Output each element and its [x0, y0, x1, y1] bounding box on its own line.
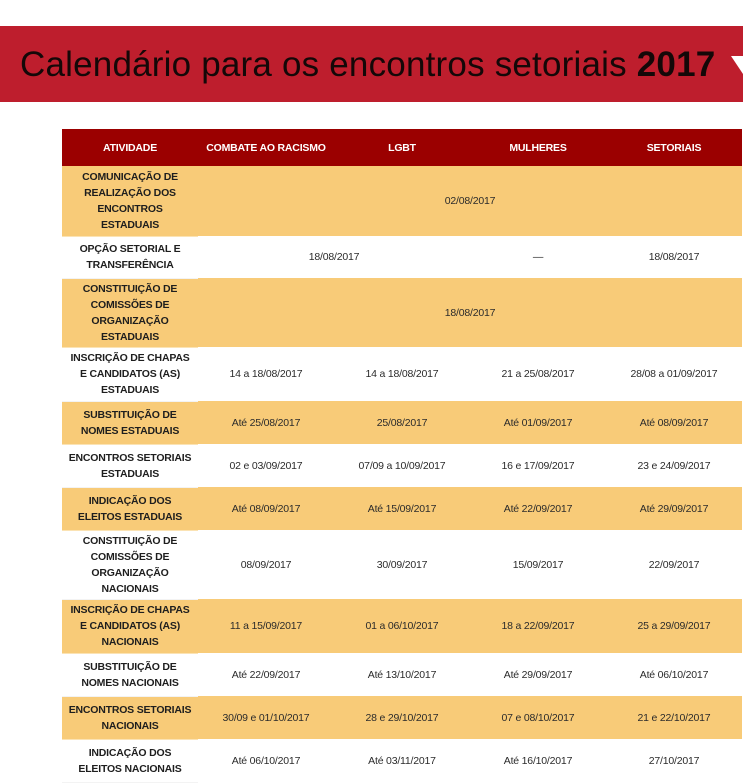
- table-row: [62, 166, 742, 236]
- date-cell-combate: 14 a 18/08/2017: [198, 347, 334, 401]
- date-cell-lgbt: Até 15/09/2017: [334, 487, 470, 530]
- date-cell-combate: 30/09 e 01/10/2017: [198, 696, 334, 739]
- date-cell-setoriais: 27/10/2017: [606, 739, 742, 782]
- activity-cell: INDICAÇÃO DOS ELEITOS ESTADUAIS: [62, 487, 198, 530]
- date-cell-mulheres: 16 e 17/09/2017: [470, 444, 606, 487]
- activity-cell: COMUNICAÇÃO DE REALIZAÇÃO DOS ENCONTROS ESTADUAIS: [62, 166, 198, 236]
- date-cell-lgbt: Até 13/10/2017: [334, 653, 470, 696]
- date-cell-setoriais: Até 29/09/2017: [606, 487, 742, 530]
- date-cell-lgbt: 28 e 29/10/2017: [334, 696, 470, 739]
- date-cell-combate: 08/09/2017: [198, 530, 334, 599]
- date-cell-setoriais: 25 a 29/09/2017: [606, 599, 742, 653]
- activity-cell: ENCONTROS SETORIAIS ESTADUAIS: [62, 444, 198, 487]
- table-row: [62, 653, 742, 696]
- date-cell-mulheres: Até 29/09/2017: [470, 653, 606, 696]
- activity-cell: INSCRIÇÃO DE CHAPAS E CANDIDATOS (AS) ESTADUAIS: [62, 347, 198, 401]
- table-row: [62, 236, 742, 278]
- date-cell-mulheres: 07 e 08/10/2017: [470, 696, 606, 739]
- date-cell-combate: Até 22/09/2017: [198, 653, 334, 696]
- date-cell-combate-lgbt: 18/08/2017: [198, 236, 470, 278]
- activity-cell: CONSTITUIÇÃO DE COMISSÕES DE ORGANIZAÇÃO ESTADUAIS: [62, 278, 198, 347]
- date-cell-mulheres: 21 a 25/08/2017: [470, 347, 606, 401]
- date-cell-lgbt: 25/08/2017: [334, 401, 470, 444]
- calendar-table-container: [62, 129, 742, 783]
- table-body: [62, 166, 742, 782]
- date-cell-lgbt: 14 a 18/08/2017: [334, 347, 470, 401]
- column-header-lgbt: LGBT: [334, 129, 470, 166]
- date-cell-all: 18/08/2017: [198, 278, 742, 347]
- date-cell-lgbt: 07/09 a 10/09/2017: [334, 444, 470, 487]
- table-row: [62, 444, 742, 487]
- activity-cell: SUBSTITUIÇÃO DE NOMES NACIONAIS: [62, 653, 198, 696]
- activity-cell: ENCONTROS SETORIAIS NACIONAIS: [62, 696, 198, 739]
- activity-cell: INDICAÇÃO DOS ELEITOS NACIONAIS: [62, 739, 198, 782]
- page-title-text: Calendário para os encontros setoriais: [20, 45, 627, 84]
- activity-cell: INSCRIÇÃO DE CHAPAS E CANDIDATOS (AS) NACIONAIS: [62, 599, 198, 653]
- date-cell-lgbt: 01 a 06/10/2017: [334, 599, 470, 653]
- calendar-table: [62, 129, 742, 783]
- column-header-setoriais: SETORIAIS: [606, 129, 742, 166]
- date-cell-combate: 02 e 03/09/2017: [198, 444, 334, 487]
- date-cell-combate: Até 06/10/2017: [198, 739, 334, 782]
- page-title: [20, 45, 715, 85]
- date-cell-mulheres: Até 16/10/2017: [470, 739, 606, 782]
- column-header-atividade: ATIVIDADE: [62, 129, 198, 166]
- date-cell-combate: Até 08/09/2017: [198, 487, 334, 530]
- activity-cell: CONSTITUIÇÃO DE COMISSÕES DE ORGANIZAÇÃO NACIONAIS: [62, 530, 198, 599]
- date-cell-lgbt: 30/09/2017: [334, 530, 470, 599]
- date-cell-combate: 11 a 15/09/2017: [198, 599, 334, 653]
- banner-notch-decoration: [731, 56, 743, 74]
- date-cell-mulheres: —: [470, 236, 606, 278]
- table-row: [62, 599, 742, 653]
- date-cell-setoriais: 21 e 22/10/2017: [606, 696, 742, 739]
- column-header-mulheres: MULHERES: [470, 129, 606, 166]
- date-cell-setoriais: 23 e 24/09/2017: [606, 444, 742, 487]
- activity-cell: SUBSTITUIÇÃO DE NOMES ESTADUAIS: [62, 401, 198, 444]
- date-cell-lgbt: Até 03/11/2017: [334, 739, 470, 782]
- column-header-combate-ao-racismo: COMBATE AO RACISMO: [198, 129, 334, 166]
- table-header: [62, 129, 742, 166]
- date-cell-combate: Até 25/08/2017: [198, 401, 334, 444]
- table-header-row: [62, 129, 742, 166]
- activity-cell: OPÇÃO SETORIAL E TRANSFERÊNCIA: [62, 236, 198, 278]
- date-cell-mulheres: Até 01/09/2017: [470, 401, 606, 444]
- date-cell-setoriais: 28/08 a 01/09/2017: [606, 347, 742, 401]
- date-cell-setoriais: Até 06/10/2017: [606, 653, 742, 696]
- date-cell-all: 02/08/2017: [198, 166, 742, 236]
- table-row: [62, 487, 742, 530]
- page-title-year: 2017: [636, 45, 716, 84]
- table-row: [62, 347, 742, 401]
- date-cell-setoriais: 22/09/2017: [606, 530, 742, 599]
- page-banner: [0, 26, 743, 102]
- date-cell-mulheres: 18 a 22/09/2017: [470, 599, 606, 653]
- table-row: [62, 739, 742, 782]
- date-cell-setoriais: 18/08/2017: [606, 236, 742, 278]
- table-row: [62, 401, 742, 444]
- table-row: [62, 278, 742, 347]
- table-row: [62, 530, 742, 599]
- date-cell-mulheres: 15/09/2017: [470, 530, 606, 599]
- table-row: [62, 696, 742, 739]
- date-cell-mulheres: Até 22/09/2017: [470, 487, 606, 530]
- date-cell-setoriais: Até 08/09/2017: [606, 401, 742, 444]
